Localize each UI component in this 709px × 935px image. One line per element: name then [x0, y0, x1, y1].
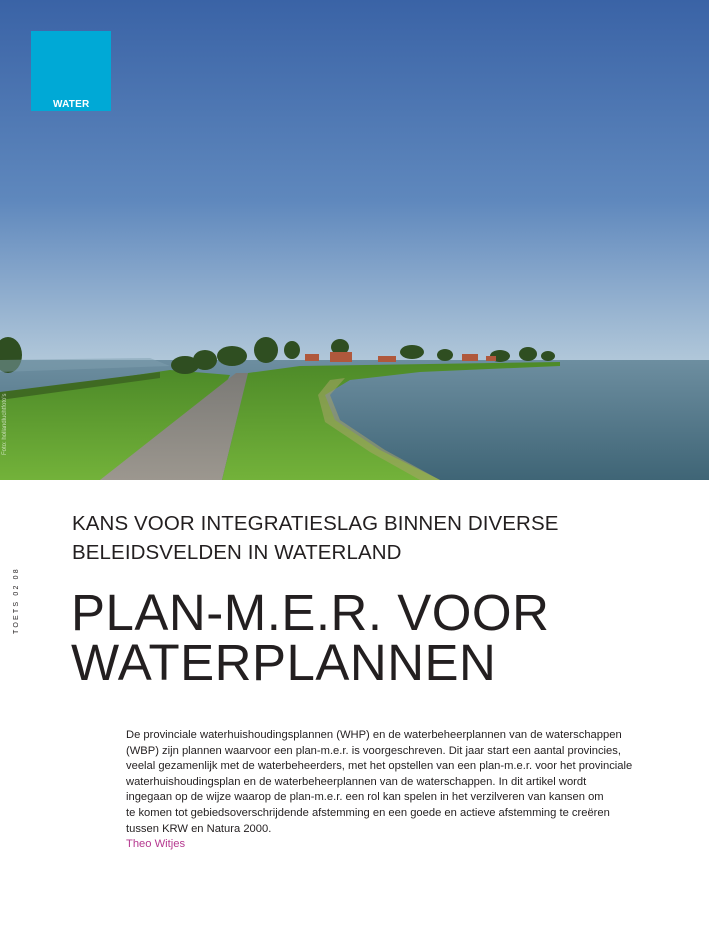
kicker: [72, 509, 632, 567]
article-title: [71, 584, 691, 691]
section-label: WATER: [53, 99, 90, 110]
intro-line: De provinciale waterhuishoudingsplannen (WHP) en de waterbeheerplannen van de waterschappen: [126, 729, 622, 741]
intro-paragraph: [126, 728, 671, 853]
intro-line: veelal gezamenlijk met de waterbeheerders, met het opstellen van een plan-m.e.r. voor het provinciale: [126, 760, 633, 773]
section-badge: [31, 31, 111, 111]
intro-line: waterhuishoudingsplan en de waterbeheerplannen van de waterschappen. In dit artikel wordt: [126, 775, 587, 788]
intro-line: te komen tot gebiedsoverschrijdende afstemming en een goede en actieve afstemming te creëren: [126, 806, 610, 819]
title-line: WATERPLANNEN: [71, 634, 497, 691]
intro-line: (WBP) zijn plannen waarvoor een plan-m.e.r. is voorgeschreven. Dit jaar start een aantal provincies,: [126, 744, 621, 757]
intro-line: ingegaan op de wijze waarop de plan-m.e.r. een rol kan spelen in het verzilveren van kansen om: [126, 791, 604, 804]
kicker-line: BELEIDSVELDEN IN WATERLAND: [72, 541, 402, 564]
journal-reference: TOETS 02 08: [13, 567, 20, 634]
kicker-line: KANS VOOR INTEGRATIESLAG BINNEN DIVERSE: [72, 512, 559, 535]
intro-line: tussen KRW en Natura 2000.: [126, 822, 272, 835]
photo-credit: Foto: hollandluchtfoto's: [2, 393, 8, 455]
title-line: PLAN-M.E.R. VOOR: [71, 584, 550, 641]
author-name: Theo Witjes: [126, 838, 186, 851]
